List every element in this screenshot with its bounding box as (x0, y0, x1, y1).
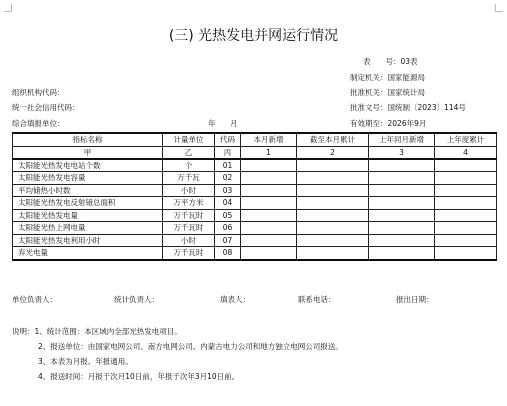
indicator-unit: 小时 (163, 234, 215, 247)
indicator-unit: 万千瓦时 (163, 222, 215, 235)
indicator-code: 01 (215, 159, 241, 172)
value-cell[interactable] (435, 209, 497, 222)
value-cell[interactable] (369, 184, 435, 197)
index-cell: 1 (241, 146, 297, 159)
org-code-label: 组织机构代码： (12, 88, 65, 97)
table-row (13, 222, 497, 235)
value-cell[interactable] (297, 234, 369, 247)
indicator-code: 05 (215, 209, 241, 222)
value-cell[interactable] (369, 197, 435, 210)
month-label: 月 (230, 119, 238, 128)
table-index-row (13, 146, 497, 159)
indicator-unit: 小时 (163, 184, 215, 197)
value-cell[interactable] (369, 222, 435, 235)
value-cell[interactable] (297, 159, 369, 172)
value-cell[interactable] (241, 222, 297, 235)
report-table (12, 132, 497, 261)
column-header: 计量单位 (163, 133, 215, 146)
index-cell: 乙 (163, 146, 215, 159)
table-row (13, 172, 497, 185)
value-cell[interactable] (435, 247, 497, 260)
note-line: 2、报送单位：由国家电网公司、南方电网公司、内蒙古电力公司和地方独立电网公司报送。 (38, 342, 343, 351)
indicator-name: 太阳能光热上网电量 (13, 222, 163, 235)
value-cell[interactable] (435, 234, 497, 247)
indicator-code: 08 (215, 247, 241, 260)
value-cell[interactable] (297, 222, 369, 235)
indicator-name: 太阳能光热发电利用小时 (13, 234, 163, 247)
value-cell[interactable] (241, 234, 297, 247)
value-cell[interactable] (297, 172, 369, 185)
value-cell[interactable] (297, 197, 369, 210)
column-header: 本月新增 (241, 133, 297, 146)
value-cell[interactable] (297, 184, 369, 197)
page-corner-mark (4, 4, 12, 12)
value-cell[interactable] (369, 234, 435, 247)
value-cell[interactable] (435, 184, 497, 197)
column-header: 上年度累计 (435, 133, 497, 146)
indicator-code: 06 (215, 222, 241, 235)
column-header: 上年同月新增 (369, 133, 435, 146)
issuing-authority: 制定机关：国家能源局 (350, 73, 425, 82)
value-cell[interactable] (435, 197, 497, 210)
value-cell[interactable] (369, 209, 435, 222)
index-cell: 3 (369, 146, 435, 159)
index-cell: 4 (435, 146, 497, 159)
indicator-code: 03 (215, 184, 241, 197)
index-cell: 甲 (13, 146, 163, 159)
column-header: 指标名称 (13, 133, 163, 146)
column-header: 截至本月累计 (297, 133, 369, 146)
value-cell[interactable] (297, 247, 369, 260)
indicator-name: 平均储热小时数 (13, 184, 163, 197)
value-cell[interactable] (369, 172, 435, 185)
stat-head-label: 统计负责人： (114, 295, 159, 304)
note-line: 3、本表为月报、年报通用。 (38, 357, 133, 366)
indicator-unit: 万平方米 (163, 197, 215, 210)
notes-section (12, 324, 343, 384)
table-header-row (13, 133, 497, 146)
reporting-unit-label: 综合填报单位： (12, 119, 65, 128)
indicator-name: 太阳能光热发电量 (13, 209, 163, 222)
filler-label: 填表人： (220, 295, 250, 304)
indicator-name: 太阳能光热发电容量 (13, 172, 163, 185)
table-row (13, 209, 497, 222)
value-cell[interactable] (297, 209, 369, 222)
table-row (13, 184, 497, 197)
note-line: 4、报送时间：月报于次月10日前，年报于次年3月10日前。 (38, 372, 240, 381)
report-date-label: 报出日期： (396, 295, 434, 304)
value-cell[interactable] (369, 159, 435, 172)
indicator-unit: 万千瓦 (163, 172, 215, 185)
unit-head-label: 单位负责人： (12, 295, 57, 304)
value-cell[interactable] (369, 247, 435, 260)
value-cell[interactable] (241, 247, 297, 260)
approving-authority: 批准机关：国家统计局 (350, 88, 425, 97)
indicator-unit: 万千瓦时 (163, 247, 215, 260)
year-label: 年 (208, 119, 216, 128)
value-cell[interactable] (435, 172, 497, 185)
indicator-unit: 个 (163, 159, 215, 172)
indicator-name: 太阳能光热发电电站个数 (13, 159, 163, 172)
indicator-code: 07 (215, 234, 241, 247)
table-row (13, 197, 497, 210)
value-cell[interactable] (241, 209, 297, 222)
value-cell[interactable] (241, 197, 297, 210)
column-header: 代码 (215, 133, 241, 146)
credit-code-label: 统一社会信用代码： (12, 103, 80, 112)
indicator-code: 02 (215, 172, 241, 185)
value-cell[interactable] (435, 222, 497, 235)
table-row (13, 234, 497, 247)
value-cell[interactable] (435, 159, 497, 172)
indicator-unit: 万千瓦时 (163, 209, 215, 222)
valid-until: 有效期至：2026年9月 (350, 119, 427, 128)
value-cell[interactable] (241, 159, 297, 172)
table-number: 表 号：03表 (363, 57, 418, 66)
table-row (13, 159, 497, 172)
index-cell: 丙 (215, 146, 241, 159)
page-corner-mark (495, 4, 503, 12)
index-cell: 2 (297, 146, 369, 159)
approval-number: 批准文号：国统制〔2023〕114号 (350, 103, 466, 112)
indicator-name: 弃光电量 (13, 247, 163, 260)
note-line: 说明：1、统计范围：本区域内全部光热发电项目。 (12, 327, 182, 336)
table-row (13, 247, 497, 260)
phone-label: 联系电话： (298, 295, 336, 304)
indicator-code: 04 (215, 197, 241, 210)
value-cell[interactable] (241, 172, 297, 185)
indicator-name: 太阳能光热发电反射镜总面积 (13, 197, 163, 210)
value-cell[interactable] (241, 184, 297, 197)
form-title: (三) 光热发电并网运行情况 (168, 28, 339, 44)
